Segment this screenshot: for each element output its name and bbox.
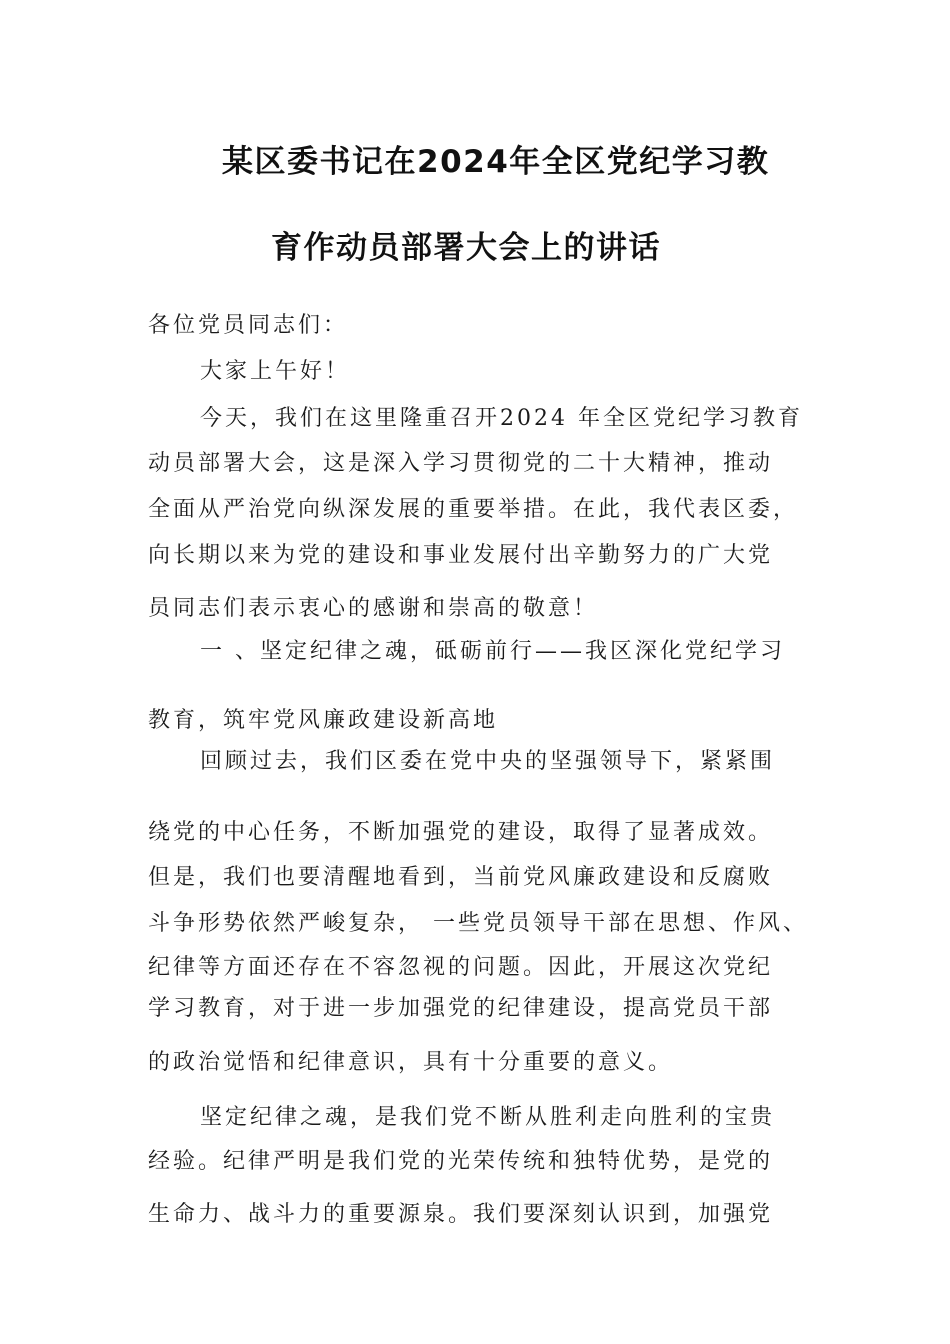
paragraph-line: 全面从严治党向纵深发展的重要举措。在此，我代表区委， bbox=[148, 497, 799, 522]
paragraph-line: 斗争形势依然严峻复杂， 一些党员领导干部在思想、作风、 bbox=[148, 911, 808, 936]
paragraph-line: 员同志们表示衷心的感谢和崇高的敬意！ bbox=[148, 596, 599, 621]
section-heading-line: 一 、坚定纪律之魂，砥砺前行——我区深化党纪学习 bbox=[200, 639, 785, 664]
paragraph-line: 学习教育，对于进一步加强党的纪律建设，提高党员干部 bbox=[148, 996, 774, 1021]
document-title-line-1: 某区委书记在2024年全区党纪学习教 bbox=[222, 144, 770, 180]
paragraph-line: 回顾过去，我们区委在党中央的坚强领导下，紧紧围 bbox=[200, 749, 776, 774]
paragraph-line: 的政治觉悟和纪律意识，具有十分重要的意义。 bbox=[148, 1050, 674, 1075]
section-heading-line: 教育，筑牢党风廉政建设新高地 bbox=[148, 708, 499, 733]
paragraph-line: 今天，我们在这里隆重召开2024 年全区党纪学习教育 bbox=[200, 406, 803, 431]
paragraph-line: 坚定纪律之魂，是我们党不断从胜利走向胜利的宝贵 bbox=[200, 1105, 776, 1130]
paragraph-line: 但是，我们也要清醒地看到，当前党风廉政建设和反腐败 bbox=[148, 865, 774, 890]
paragraph-line: 纪律等方面还存在不容忽视的问题。因此，开展这次党纪 bbox=[148, 955, 774, 980]
paragraph-line: 动员部署大会，这是深入学习贯彻党的二十大精神，推动 bbox=[148, 451, 774, 476]
salutation: 各位党员同志们： bbox=[148, 313, 349, 338]
paragraph-line: 生命力、战斗力的重要源泉。我们要深刻认识到，加强党 bbox=[148, 1202, 774, 1227]
paragraph-line: 向长期以来为党的建设和事业发展付出辛勤努力的广大党 bbox=[148, 543, 774, 568]
paragraph-line: 经验。纪律严明是我们党的光荣传统和独特优势，是党的 bbox=[148, 1149, 774, 1174]
greeting: 大家上午好！ bbox=[200, 359, 351, 384]
document-title-line-2: 育作动员部署大会上的讲话 bbox=[271, 230, 661, 266]
paragraph-line: 绕党的中心任务，不断加强党的建设，取得了显著成效。 bbox=[148, 820, 774, 845]
